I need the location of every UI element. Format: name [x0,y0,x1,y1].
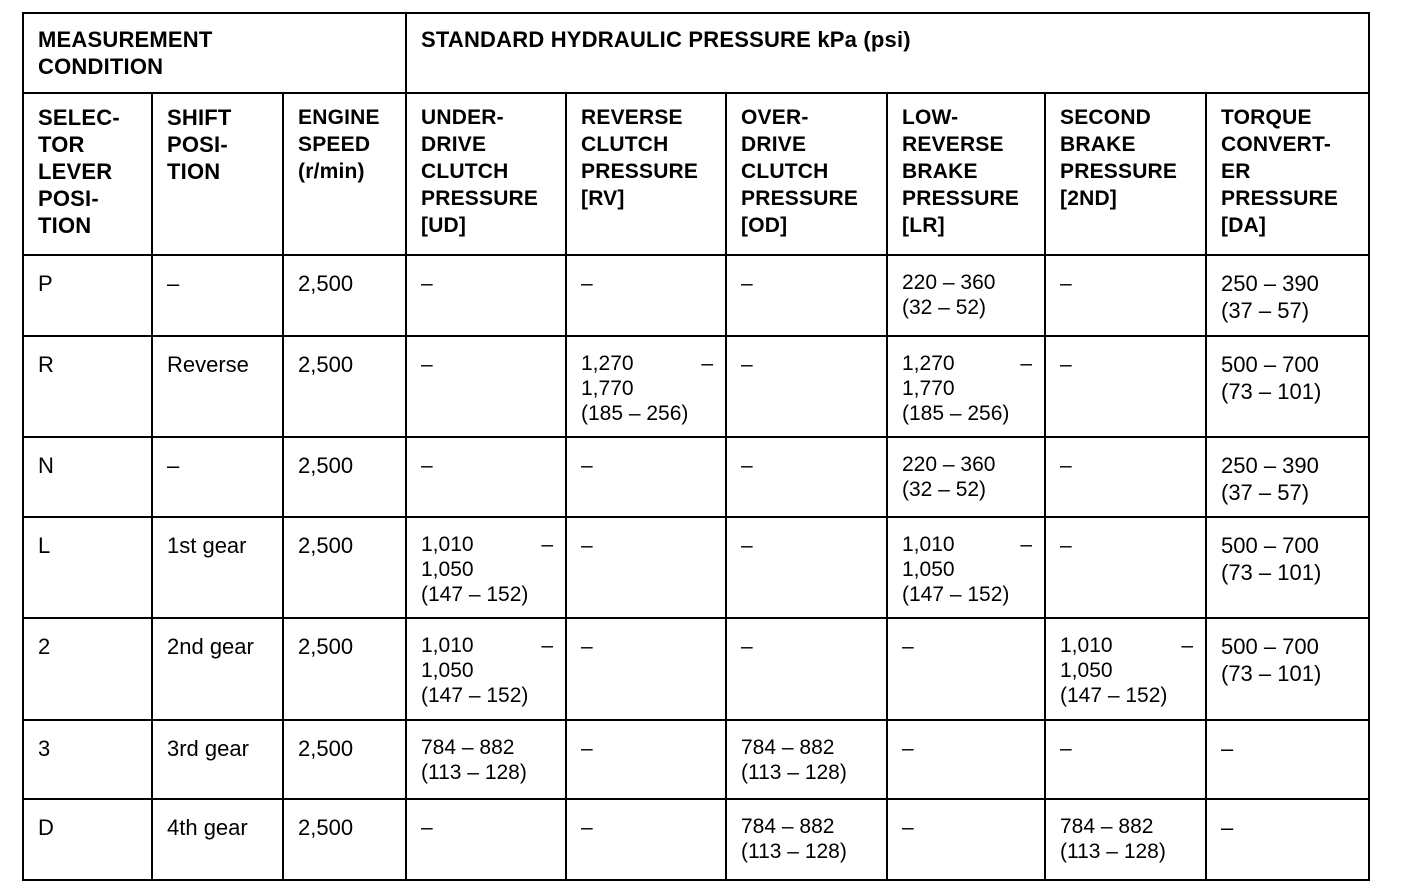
cell-tc [1206,618,1369,720]
cell-lr [887,336,1045,437]
cell-engine [283,336,406,437]
cell-lr [887,255,1045,336]
cell-second-value: 1,010 1,050 (147 – 152) [1060,634,1168,707]
cell-rv [566,720,726,799]
cell-rv-value: – [581,737,593,760]
cell-ud [406,336,566,437]
table-row [23,618,1369,720]
table-row [23,437,1369,517]
cell-engine [283,255,406,336]
cell-rv-value: 1,270 1,770 (185 – 256) [581,352,689,425]
cell-tc-value: 500 – 700 (73 – 101) [1221,634,1322,686]
cell-ud-value: – [421,816,433,839]
cell-shift [152,799,283,880]
cell-ud-value: – [421,454,433,477]
col-header-ud-label: UNDER- DRIVE CLUTCH PRESSURE [UD] [421,106,539,237]
col-header-tc [1206,93,1369,255]
cell-ud [406,437,566,517]
cell-od-value: – [741,534,753,557]
cell-od-value: – [741,454,753,477]
cell-selector [23,437,152,517]
cell-second-value: – [1060,353,1072,376]
cell-second-value: – [1060,737,1072,760]
cell-second-value: – [1060,534,1072,557]
cell-tc-value: 500 – 700 (73 – 101) [1221,352,1322,404]
cell-tc [1206,720,1369,799]
cell-shift-value: 3rd gear [167,736,249,761]
cell-engine-value: 2,500 [298,634,354,659]
col-header-rv-label: REVERSE CLUTCH PRESSURE [RV] [581,106,699,210]
cell-shift-value: – [167,453,180,478]
cell-tc [1206,799,1369,880]
cell-lr-dash: – [1020,352,1032,375]
cell-shift [152,437,283,517]
standard-pressure-header [406,13,1369,93]
cell-rv [566,618,726,720]
cell-lr-value: 1,010 1,050 (147 – 152) [902,533,1010,606]
cell-rv-wrap [581,351,713,426]
cell-ud-value: 1,010 1,050 (147 – 152) [421,533,529,606]
table-row [23,720,1369,799]
cell-second [1045,517,1206,618]
col-header-selector-label: SELEC- TOR LEVER POSI- TION [38,105,120,238]
cell-rv-value: – [581,454,593,477]
cell-lr [887,720,1045,799]
cell-od-value: – [741,635,753,658]
cell-selector [23,517,152,618]
cell-rv-dash: – [701,352,713,375]
cell-shift-value: 4th gear [167,815,248,840]
measurement-condition-label: MEASUREMENT CONDITION [38,27,213,79]
cell-lr [887,799,1045,880]
cell-second-value: – [1060,454,1072,477]
cell-selector-value: 2 [38,634,51,659]
cell-engine [283,517,406,618]
cell-second [1045,336,1206,437]
cell-shift [152,517,283,618]
cell-lr-wrap [902,532,1032,607]
cell-selector-value: 3 [38,736,51,761]
cell-rv-value: – [581,816,593,839]
cell-tc-value: 250 – 390 (37 – 57) [1221,271,1319,323]
col-header-engine [283,93,406,255]
cell-engine-value: 2,500 [298,815,354,840]
cell-ud [406,517,566,618]
cell-rv [566,336,726,437]
cell-od-value: 784 – 882 (113 – 128) [741,736,847,784]
cell-lr-dash: – [1020,533,1032,556]
cell-shift-value: Reverse [167,352,249,377]
cell-second-value: – [1060,272,1072,295]
cell-ud [406,618,566,720]
cell-od [726,720,887,799]
cell-ud-value: 1,010 1,050 (147 – 152) [421,634,529,707]
cell-tc-value: – [1221,815,1234,840]
cell-second-wrap [1060,633,1193,708]
col-header-lr [887,93,1045,255]
cell-second-value: 784 – 882 (113 – 128) [1060,815,1166,863]
hydraulic-pressure-table [22,12,1370,881]
cell-engine-value: 2,500 [298,271,354,296]
cell-selector [23,255,152,336]
cell-rv [566,799,726,880]
cell-tc [1206,437,1369,517]
cell-selector [23,799,152,880]
cell-lr [887,618,1045,720]
cell-tc-value: – [1221,736,1234,761]
col-header-shift [152,93,283,255]
cell-lr [887,437,1045,517]
cell-lr-value: 220 – 360 (32 – 52) [902,453,996,501]
cell-od [726,336,887,437]
cell-second [1045,799,1206,880]
col-header-lr-label: LOW- REVERSE BRAKE PRESSURE [LR] [902,106,1020,237]
cell-tc [1206,336,1369,437]
cell-selector [23,336,152,437]
cell-lr [887,517,1045,618]
cell-shift [152,720,283,799]
standard-pressure-label: STANDARD HYDRAULIC PRESSURE kPa (psi) [421,27,911,52]
cell-selector-value: R [38,352,54,377]
table-row [23,336,1369,437]
col-header-tc-label: TORQUE CONVERT- ER PRESSURE [DA] [1221,106,1339,237]
cell-od [726,517,887,618]
cell-second [1045,255,1206,336]
cell-ud-value: – [421,272,433,295]
cell-shift-value: – [167,271,180,296]
cell-ud-value: 784 – 882 (113 – 128) [421,736,527,784]
col-header-rv [566,93,726,255]
cell-ud-wrap [421,532,553,607]
cell-od-value: – [741,272,753,295]
col-header-engine-label: ENGINE SPEED (r/min) [298,106,380,183]
col-header-od-label: OVER- DRIVE CLUTCH PRESSURE [OD] [741,106,859,237]
top-header-row [23,13,1369,93]
col-header-selector [23,93,152,255]
cell-od-value: – [741,353,753,376]
cell-engine [283,437,406,517]
col-header-shift-label: SHIFT POSI- TION [167,105,232,184]
cell-selector-value: L [38,533,51,558]
cell-ud-dash: – [541,533,553,556]
cell-ud-value: – [421,353,433,376]
cell-engine [283,720,406,799]
cell-lr-wrap [902,351,1032,426]
table-row [23,255,1369,336]
cell-lr-value: 1,270 1,770 (185 – 256) [902,352,1010,425]
cell-engine-value: 2,500 [298,533,354,558]
cell-shift [152,255,283,336]
cell-rv-value: – [581,272,593,295]
cell-ud-dash: – [541,634,553,657]
cell-od-value: 784 – 882 (113 – 128) [741,815,847,863]
cell-od [726,799,887,880]
cell-engine-value: 2,500 [298,736,354,761]
cell-ud [406,255,566,336]
cell-shift [152,336,283,437]
cell-tc-value: 250 – 390 (37 – 57) [1221,453,1319,505]
cell-selector-value: P [38,271,53,296]
cell-tc [1206,517,1369,618]
measurement-condition-header [23,13,406,93]
cell-engine-value: 2,500 [298,453,354,478]
cell-shift-value: 2nd gear [167,634,254,659]
col-header-ud [406,93,566,255]
cell-ud [406,720,566,799]
cell-ud [406,799,566,880]
column-header-row [23,93,1369,255]
cell-rv [566,255,726,336]
col-header-second [1045,93,1206,255]
cell-engine-value: 2,500 [298,352,354,377]
cell-tc [1206,255,1369,336]
cell-selector [23,618,152,720]
col-header-od [726,93,887,255]
cell-od [726,437,887,517]
cell-lr-value: – [902,635,914,658]
cell-second [1045,720,1206,799]
col-header-second-label: SECOND BRAKE PRESSURE [2ND] [1060,106,1178,210]
cell-rv [566,517,726,618]
cell-selector-value: D [38,815,54,840]
cell-engine [283,799,406,880]
cell-second-dash: – [1181,634,1193,657]
cell-shift-value: 1st gear [167,533,247,558]
cell-lr-value: – [902,737,914,760]
cell-second [1045,618,1206,720]
cell-shift [152,618,283,720]
cell-tc-value: 500 – 700 (73 – 101) [1221,533,1322,585]
cell-rv [566,437,726,517]
cell-second [1045,437,1206,517]
cell-lr-value: 220 – 360 (32 – 52) [902,271,996,319]
cell-rv-value: – [581,635,593,658]
cell-od [726,255,887,336]
cell-ud-wrap [421,633,553,708]
cell-od [726,618,887,720]
cell-lr-value: – [902,816,914,839]
cell-engine [283,618,406,720]
cell-rv-value: – [581,534,593,557]
table-row [23,799,1369,880]
cell-selector [23,720,152,799]
table-row [23,517,1369,618]
cell-selector-value: N [38,453,54,478]
